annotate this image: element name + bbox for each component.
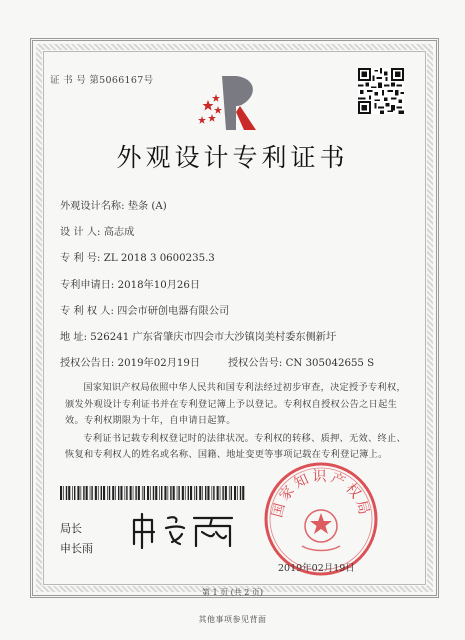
signatory-name: 申长雨 <box>60 542 93 555</box>
certificate-title: 外观设计专利证书 <box>116 143 349 172</box>
field-label: 授权公告号: <box>228 358 283 369</box>
field-label: 外观设计名称: <box>60 201 125 212</box>
field-value: 垫条 (A) <box>127 201 167 212</box>
field-label: 专利申请日: <box>60 280 115 291</box>
field-label: 专 利 权 人: <box>60 306 114 317</box>
qr-code-icon <box>358 68 404 114</box>
field-address <box>60 328 336 343</box>
field-designer <box>60 223 134 238</box>
field-value: 2018年10月26日 <box>117 280 201 291</box>
field-label: 设 计 人: <box>60 227 101 238</box>
field-grant-date <box>60 354 200 369</box>
seal-text: 国家知识产权局 <box>269 469 373 520</box>
field-value: 四会市研创电器有限公司 <box>117 306 230 317</box>
certificate-number: 证 书 号 第5066167号 <box>50 75 154 86</box>
field-patentee <box>60 302 229 317</box>
field-value: 526241 广东省肇庆市四会市大沙镇岗美村委东侧新圩 <box>90 332 337 343</box>
barcode-icon <box>60 486 246 500</box>
page-indicator: 第 1 页 (共 2 页) <box>201 588 264 597</box>
seal-date: 2019年02月19日 <box>278 563 355 574</box>
field-value: 高志成 <box>103 227 135 238</box>
certificate-body-text <box>65 380 410 465</box>
body-paragraph: 专利证书记载专利权登记时的法律状况。专利权的转移、质押、无效、终止、恢复和专利权人的姓名或名称、国籍、地址变更等事项记载在专利登记簿上。 <box>65 432 406 460</box>
field-value: 2019年02月19日 <box>117 358 201 369</box>
field-grant-number <box>228 354 374 369</box>
signatory-title: 局长 <box>60 522 82 535</box>
field-value: CN 305042655 S <box>285 358 375 369</box>
field-value: ZL 2018 3 0600235.3 <box>103 253 215 264</box>
field-label: 地 址: <box>60 332 88 343</box>
signature-icon <box>128 510 248 550</box>
field-label: 专 利 号: <box>60 253 101 264</box>
footer-note: 其他事项参见背面 <box>198 615 267 624</box>
field-label: 授权公告日: <box>60 358 115 369</box>
field-application-date <box>60 276 200 291</box>
field-patent-number <box>60 249 215 264</box>
field-design-name <box>60 197 167 212</box>
cnipa-logo-icon <box>196 72 268 134</box>
body-paragraph: 国家知识产权局依照中华人民共和国专利法经过初步审查，决定授予专利权，颁发外观设计专利证书并在专利登记簿上予以登记。专利权自授权公告之日起生效。专利权期限为十年，自申请日起算。 <box>65 382 406 426</box>
